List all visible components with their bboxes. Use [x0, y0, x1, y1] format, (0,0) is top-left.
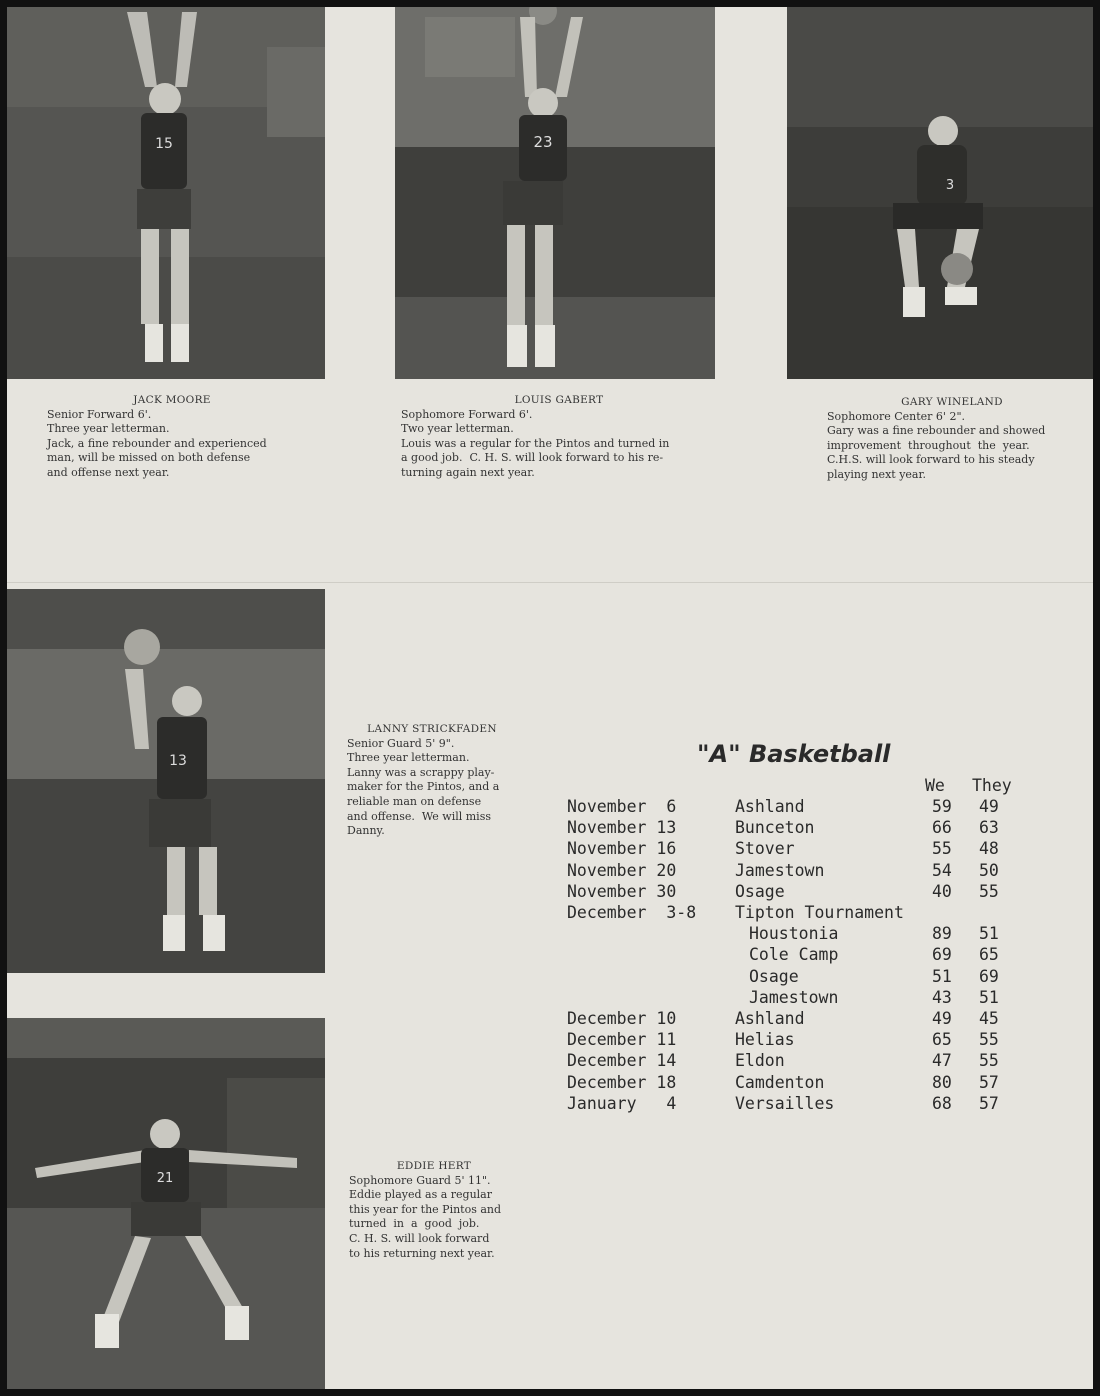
- caption-line: Sophomore Forward 6'.: [401, 407, 533, 421]
- schedule-they-score: 57: [979, 1093, 999, 1113]
- schedule-opponent: Bunceton: [735, 818, 815, 838]
- schedule-we-score: 55: [932, 839, 952, 859]
- caption-line: Three year letterman.: [47, 422, 170, 436]
- schedule-we-score: 59: [932, 797, 952, 816]
- schedule-we-score: 68: [932, 1093, 952, 1113]
- caption-line: Jack, a fine rebounder and experienced: [47, 436, 267, 450]
- caption-louis-gabert: [401, 393, 717, 481]
- player-name: LANNY STRICKFADEN: [367, 723, 497, 735]
- schedule-we-score: 65: [932, 1030, 952, 1050]
- schedule-date: December 3-8: [567, 903, 697, 922]
- player-jumping-photo: [7, 7, 325, 379]
- schedule-they-score: 49: [979, 797, 999, 816]
- schedule-they-score: 63: [979, 818, 999, 838]
- schedule-we-score: 54: [932, 860, 952, 880]
- schedule-opponent: Jamestown: [735, 860, 825, 880]
- caption-line: improvement throughout the year.: [827, 438, 1030, 452]
- caption-line: and offense next year.: [47, 465, 170, 479]
- schedule-they-score: 51: [979, 987, 999, 1007]
- schedule-date: November 16: [567, 839, 677, 859]
- col-header-they: They: [972, 776, 1012, 795]
- player-name: EDDIE HERT: [396, 1160, 472, 1172]
- caption-line: maker for the Pintos, and a: [347, 780, 500, 794]
- caption-line: Two year letterman.: [401, 422, 514, 436]
- schedule-they-score: 50: [979, 860, 999, 880]
- jersey-number: 3: [945, 178, 955, 193]
- page-fold-line: [7, 582, 1093, 583]
- schedule-opponent: Stover: [735, 839, 795, 859]
- schedule-date: November 13: [567, 818, 677, 838]
- caption-line: Danny.: [347, 824, 385, 838]
- schedule-opponent: Ashland: [735, 797, 805, 816]
- player-defensive-stance-photo: [7, 1018, 325, 1389]
- caption-line: Gary was a fine rebounder and showed: [827, 424, 1046, 438]
- caption-line: Senior Guard 5' 9".: [347, 736, 455, 750]
- jersey-number: 21: [156, 1171, 174, 1186]
- caption-line: reliable man on defense: [347, 794, 482, 808]
- caption-line: a good job. C. H. S. will look forward to his re-: [401, 451, 664, 465]
- caption-gary-wineland: [827, 395, 1077, 483]
- schedule-date: November 30: [567, 881, 677, 901]
- jersey-number: 15: [155, 136, 173, 152]
- caption-line: turning again next year.: [401, 465, 535, 479]
- yearbook-page: [7, 7, 1093, 1389]
- schedule-opponent: Eldon: [735, 1051, 785, 1071]
- caption-line: to his returning next year.: [349, 1246, 495, 1260]
- schedule-we-score: 43: [932, 987, 952, 1007]
- schedule-date: November 6: [567, 797, 677, 816]
- schedule-opponent: Jamestown: [749, 987, 839, 1007]
- photo-louis-gabert: [395, 7, 715, 379]
- schedule-date: December 18: [567, 1072, 677, 1092]
- schedule-date: December 14: [567, 1051, 677, 1071]
- caption-line: turned in a good job.: [349, 1217, 480, 1231]
- caption-line: Three year letterman.: [347, 751, 470, 765]
- caption-line: C.H.S. will look forward to his steady: [827, 453, 1035, 467]
- schedule-opponent: Ashland: [735, 1009, 805, 1028]
- schedule-opponent: Houstonia: [749, 924, 839, 944]
- schedule-title: "A" Basketball: [697, 740, 891, 768]
- caption-line: Senior Forward 6'.: [47, 407, 152, 421]
- caption-eddie-hert: [349, 1159, 519, 1261]
- jersey-number: 13: [169, 753, 187, 769]
- schedule-date: December 11: [567, 1030, 677, 1050]
- player-name: GARY WINELAND: [901, 396, 1003, 408]
- schedule-they-score: 55: [979, 1030, 999, 1050]
- schedule-we-score: 47: [932, 1051, 952, 1071]
- schedule-we-score: 89: [932, 924, 952, 944]
- schedule-opponent: Helias: [735, 1030, 795, 1050]
- caption-line: Lanny was a scrappy play-: [347, 765, 495, 779]
- caption-line: and offense. We will miss: [347, 809, 491, 823]
- player-name: LOUIS GABERT: [514, 394, 604, 406]
- schedule-we-score: 49: [932, 1009, 952, 1028]
- caption-line: Louis was a regular for the Pintos and turned in: [401, 436, 670, 450]
- photo-eddie-hert: [7, 1018, 325, 1389]
- schedule-they-score: 55: [979, 881, 999, 901]
- jersey-number: 23: [533, 133, 553, 151]
- schedule-they-score: 55: [979, 1051, 999, 1071]
- schedule-opponent: Cole Camp: [749, 945, 839, 965]
- schedule-date: January 4: [567, 1093, 677, 1113]
- schedule-they-score: 69: [979, 966, 999, 986]
- player-name: JACK MOORE: [133, 394, 211, 406]
- schedule-opponent: Camdenton: [735, 1072, 825, 1092]
- schedule-they-score: 65: [979, 945, 999, 965]
- schedule-opponent: Osage: [735, 881, 785, 901]
- photo-lanny-strickfaden: [7, 589, 325, 973]
- schedule-they-score: 57: [979, 1072, 999, 1092]
- caption-line: Sophomore Guard 5' 11".: [349, 1173, 491, 1187]
- caption-line: this year for the Pintos and: [349, 1202, 502, 1216]
- col-header-we: We: [925, 776, 945, 795]
- caption-line: playing next year.: [827, 467, 927, 481]
- schedule-date: December 10: [567, 1009, 677, 1028]
- schedule-we-score: 80: [932, 1072, 952, 1092]
- schedule-opponent: Osage: [749, 966, 799, 986]
- schedule-we-score: 69: [932, 945, 952, 965]
- player-crouching-photo: [787, 7, 1093, 379]
- photo-gary-wineland: [787, 7, 1093, 379]
- player-shooting-photo: [395, 7, 715, 379]
- schedule-opponent: Versailles: [735, 1093, 835, 1113]
- schedule-we-score: 40: [932, 881, 952, 901]
- photo-jack-moore: [7, 7, 325, 379]
- schedule-we-score: 51: [932, 966, 952, 986]
- caption-lanny-strickfaden: [347, 722, 517, 839]
- schedule-date: November 20: [567, 860, 677, 880]
- schedule-they-score: 51: [979, 924, 999, 944]
- schedule-they-score: 48: [979, 839, 999, 859]
- schedule-opponent: Tipton Tournament: [735, 903, 904, 922]
- schedule-they-score: 45: [979, 1009, 999, 1028]
- player-shooting-photo: [7, 589, 325, 973]
- schedule-we-score: 66: [932, 818, 952, 838]
- caption-jack-moore: [47, 393, 297, 481]
- caption-line: Sophomore Center 6' 2".: [827, 409, 965, 423]
- caption-line: C. H. S. will look forward: [349, 1231, 490, 1245]
- caption-line: man, will be missed on both defense: [47, 451, 251, 465]
- caption-line: Eddie played as a regular: [349, 1188, 492, 1202]
